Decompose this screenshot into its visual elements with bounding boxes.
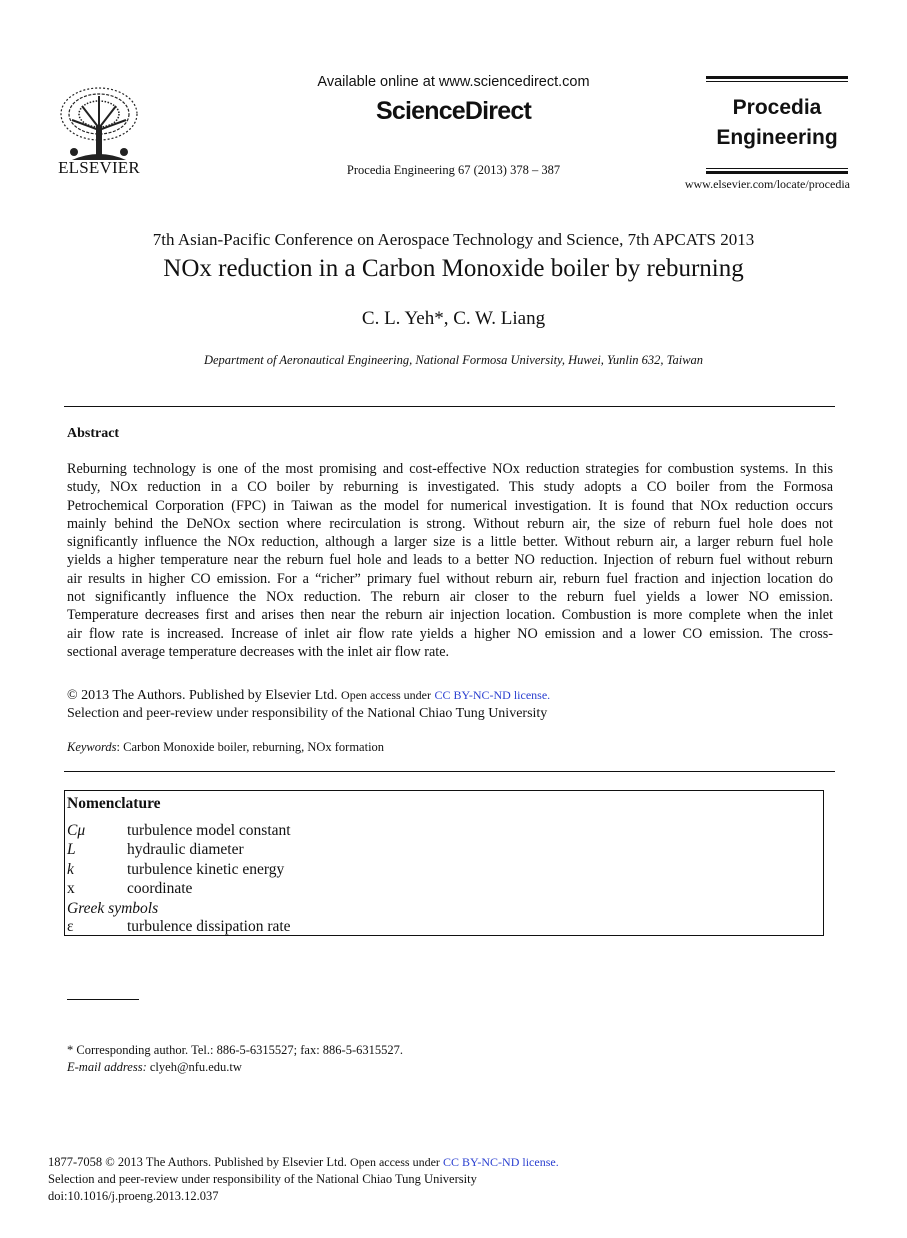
corresponding-author-note: * Corresponding author. Tel.: 886-5-6315527; fax: 886-5-6315527. — [67, 1043, 404, 1057]
abstract-line: not significantly influence the NOx reduction. The reburn air closer to the reburn fuel yields a lower NO emission. — [67, 589, 833, 606]
copyright-text: © 2013 The Authors. Published by Elsevier Ltd. — [67, 688, 338, 703]
keywords-text: : Carbon Monoxide boiler, reburning, NOx formation — [116, 740, 385, 754]
nomenclature-heading: Nomenclature — [67, 795, 161, 812]
keywords — [67, 740, 384, 755]
journal-citation: Procedia Engineering 67 (2013) 378 – 387 — [346, 163, 561, 177]
abstract-line: study, NOx reduction in a CO boiler by reburning is investigated. This study adopts a CO boiler from the Formosa — [67, 479, 833, 496]
abstract-line: air results in higher CO emission. For a “richer” primary fuel without reburn air, reburn fuel fraction and injection location do — [67, 570, 833, 587]
journal-name-line1: Procedia — [732, 96, 822, 119]
nomenclature-symbol: ε — [67, 918, 74, 935]
nomenclature-symbol: k — [67, 861, 74, 878]
journal-box-bottom-rule-thin — [706, 168, 848, 169]
greek-symbols-heading: Greek symbols — [67, 900, 159, 917]
publisher-logo-text: ELSEVIER — [58, 158, 140, 177]
abstract-line: air flow rate is increased. Increase of inlet air flow rate yields a higher NO emission and a lower CO emission. The cross- — [67, 625, 833, 642]
nomenclature-symbol: Cμ — [67, 822, 86, 839]
email-label: E-mail address: — [67, 1060, 147, 1074]
nomenclature-definition: turbulence dissipation rate — [127, 918, 291, 935]
abstract-body — [67, 460, 833, 661]
abstract-heading: Abstract — [67, 426, 120, 441]
nomenclature-definition: coordinate — [127, 880, 193, 897]
sciencedirect-wordmark: ScienceDirect — [376, 97, 531, 125]
footer-open-access-text: Open access under — [349, 1155, 440, 1169]
abstract-top-divider — [64, 406, 835, 407]
license-link[interactable]: CC BY-NC-ND license. — [434, 688, 551, 702]
paper-title: NOx reduction in a Carbon Monoxide boiler by reburning — [163, 255, 744, 282]
abstract-line: Reburning technology is one of the most promising and cost-effective NOx reduction strategies for combustion systems. In this — [67, 461, 833, 477]
footer-peer-review: Selection and peer-review under responsibility of the National Chiao Tung University — [48, 1172, 477, 1186]
footnote-separator — [67, 999, 139, 1000]
nomenclature-symbol: x — [67, 880, 75, 897]
journal-box-top-rule-thin — [706, 81, 848, 82]
nomenclature-symbol: L — [67, 841, 76, 858]
author-list: C. L. Yeh*, C. W. Liang — [361, 308, 546, 329]
email-address[interactable]: clyeh@nfu.edu.tw — [149, 1060, 242, 1074]
open-access-text: Open access under — [341, 688, 431, 702]
abstract-line: Petrochemical Corporation (FPC) in Taiwan as the model for numerical investigation. It is found that NOx reduction occurs — [67, 497, 833, 514]
affiliation: Department of Aeronautical Engineering, National Formosa University, Huwei, Yunlin 632, Taiwan — [203, 353, 704, 367]
available-online-text: Available online at www.sciencedirect.com — [317, 74, 590, 90]
footer-license-link[interactable]: CC BY-NC-ND license. — [443, 1155, 559, 1169]
conference-name: 7th Asian-Pacific Conference on Aerospace Technology and Science, 7th APCATS 2013 — [152, 230, 755, 249]
abstract-line: significantly influence the NOx reduction, although a larger size is a little better. Without reburn air, a larger reburn fuel hole — [67, 534, 833, 551]
copyright-line — [67, 688, 550, 704]
peer-review-statement: Selection and peer-review under responsibility of the National Chiao Tung University — [67, 706, 548, 721]
journal-url-link[interactable]: www.elsevier.com/locate/procedia — [684, 177, 850, 191]
keywords-bottom-divider — [64, 771, 835, 772]
abstract-line: mainly behind the DeNOx section where recirculation is strong. Without reburn air, the size of reburn fuel hole does not — [67, 515, 833, 532]
footer-issn-copyright: 1877-7058 © 2013 The Authors. Published by Elsevier Ltd. — [48, 1155, 347, 1169]
footer-copyright — [48, 1155, 559, 1170]
journal-name-line2: Engineering — [716, 126, 838, 149]
nomenclature-definition: turbulence model constant — [127, 822, 291, 839]
keywords-label: Keywords — [67, 740, 117, 754]
footer-doi[interactable]: doi:10.1016/j.proeng.2013.12.037 — [48, 1189, 219, 1203]
nomenclature-definition: hydraulic diameter — [127, 841, 244, 858]
nomenclature-definition: turbulence kinetic energy — [127, 861, 285, 878]
abstract-line: yields a higher temperature near the reburn fuel hole and leads to a better NO reduction. Injection of reburn fuel without reburn — [67, 552, 833, 569]
abstract-line: sectional average temperature decreases with the inlet air flow rate. — [67, 643, 450, 660]
email-note — [67, 1060, 242, 1075]
journal-box-bottom-rule — [706, 171, 848, 174]
journal-box-top-rule — [706, 76, 848, 79]
abstract-line: Temperature decreases first and arises then near the reburn air injection location. Combustion is more complete when the inlet — [67, 607, 833, 624]
